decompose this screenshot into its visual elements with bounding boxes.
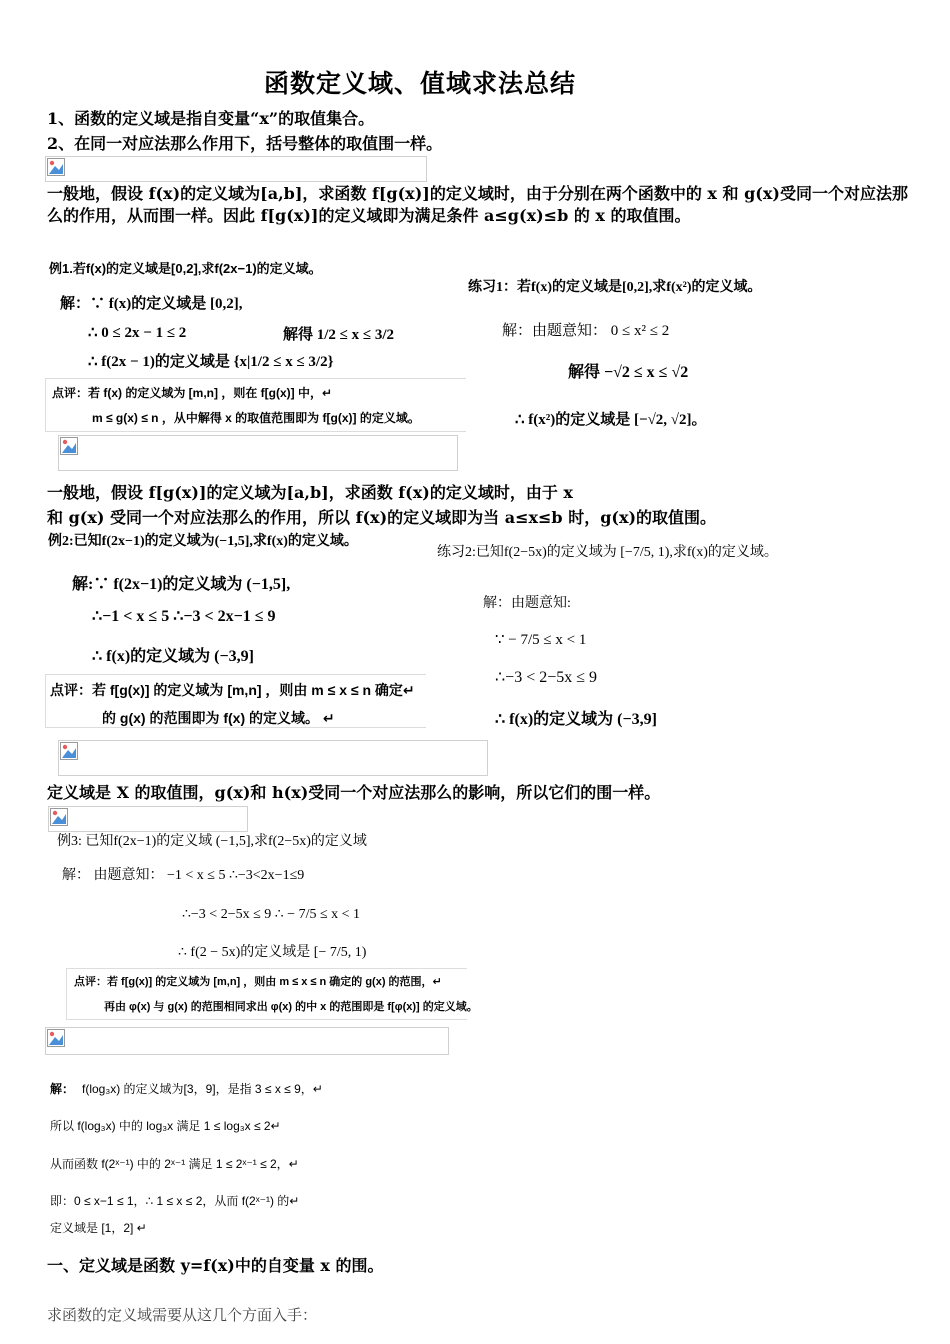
example-4-line-5: 定义域是 [1，2] ↵	[50, 1221, 147, 1235]
practice-2-step-4: ∴ f(x)的定义域为 (−3,9]	[495, 711, 657, 728]
section-1-heading: 一、定义域是函数 y=f(x)中的自变量 x 的围。	[47, 1256, 384, 1275]
example-4-line-3: 从而函数 f(2ˣ⁻¹) 中的 2ˣ⁻¹ 满足 1 ≤ 2ˣ⁻¹ ≤ 2，↵	[50, 1157, 299, 1171]
broken-image-placeholder	[45, 156, 427, 182]
intro-line-2: 2、在同一对应法那么作用下，括号整体的取值围一样。	[47, 134, 443, 153]
page-title: 函数定义域、值域求法总结	[264, 69, 577, 98]
broken-image-icon	[60, 437, 78, 455]
example-1-note-line-1: 点评：若 f(x) 的定义域为 [m,n] ，则在 f[g(x)] 中，↵	[52, 386, 333, 400]
example-3-note-line-1: 点评：若 f[g(x)] 的定义域为 [m,n] ，则由 m ≤ x ≤ n 确定的 g(x) 的范围，↵	[74, 976, 442, 988]
example-2-question: 例2:已知f(2x−1)的定义域为(−1,5],求f(x)的定义域。	[48, 534, 358, 549]
practice-1-question: 练习1：若f(x)的定义域是[0,2],求f(x²)的定义域。	[468, 280, 762, 295]
broken-image-icon	[47, 158, 65, 176]
example-3-step-1: 解： 由题意知： −1 < x ≤ 5 ∴−3<2x−1≤9	[62, 868, 305, 883]
example-2-note-line-2: 的 g(x) 的范围即为 f(x) 的定义域。 ↵	[102, 710, 335, 726]
practice-2-question: 练习2:已知f(2−5x)的定义域为 [−7/5, 1),求f(x)的定义域。	[437, 545, 778, 560]
example-4-line-4: 即：0 ≤ x−1 ≤ 1，∴ 1 ≤ x ≤ 2，从而 f(2ˣ⁻¹) 的↵	[50, 1194, 300, 1208]
practice-1-step-1: 解：由题意知： 0 ≤ x² ≤ 2	[502, 323, 670, 339]
broken-image-icon	[50, 808, 68, 826]
example-2-note-line-1: 点评：若 f[g(x)] 的定义域为 [m,n] ，则由 m ≤ x ≤ n 确定↵	[50, 682, 415, 698]
paragraph-3: 定义域是 X 的取值围，g(x)和 h(x)受同一个对应法那么的影响，所以它们的围一样。	[47, 783, 661, 802]
broken-image-placeholder	[58, 740, 488, 776]
example-3-step-2: ∴−3 < 2−5x ≤ 9 ∴ − 7/5 ≤ x < 1	[182, 907, 361, 922]
example-4-line-2: 所以 f(log₃x) 中的 log₃x 满足 1 ≤ log₃x ≤ 2↵	[50, 1119, 281, 1133]
practice-2-step-1: 解：由题意知:	[483, 596, 571, 611]
practice-2-step-3: ∴−3 < 2−5x ≤ 9	[495, 669, 598, 686]
example-4-line-1: f(log₃x) 的定义域为[3，9]，是指 3 ≤ x ≤ 9，↵	[82, 1082, 323, 1096]
broken-image-placeholder	[48, 806, 248, 832]
example-1-step-2a: ∴ 0 ≤ 2x − 1 ≤ 2	[88, 325, 187, 341]
example-2-step-3: ∴ f(x)的定义域为 (−3,9]	[92, 648, 254, 665]
section-1-subheading: 求函数的定义域需要从这几个方面入手：	[47, 1306, 318, 1324]
example-4-label: 解：	[50, 1082, 75, 1096]
example-3-step-3: ∴ f(2 − 5x)的定义域是 [− 7/5, 1)	[178, 945, 367, 960]
example-1-note-line-2: m ≤ g(x) ≤ n ，从中解得 x 的取值范围即为 f[g(x)] 的定义域。	[92, 411, 420, 425]
example-2-step-1: 解:∵ f(2x−1)的定义域为 (−1,5],	[72, 576, 291, 593]
example-1-step-2b: 解得 1/2 ≤ x ≤ 3/2	[283, 327, 395, 343]
broken-image-placeholder	[58, 435, 458, 471]
paragraph-2-line-1: 一般地，假设 f[g(x)]的定义域为[a,b]，求函数 f(x)的定义域时，由于 x	[47, 483, 573, 502]
example-1-step-1: 解：∵ f(x)的定义域是 [0,2],	[60, 296, 243, 312]
example-2-step-2: ∴−1 < x ≤ 5 ∴−3 < 2x−1 ≤ 9	[92, 608, 276, 625]
example-1-step-3: ∴ f(2x − 1)的定义域是 {x|1/2 ≤ x ≤ 3/2}	[88, 354, 334, 370]
example-3-note-line-2: 再由 φ(x) 与 g(x) 的范围相同求出 φ(x) 的中 x 的范围即是 f[φ(x)] 的定义域。	[104, 1001, 478, 1013]
example-3-question: 例3: 已知f(2x−1)的定义域 (−1,5],求f(2−5x)的定义域	[57, 834, 367, 849]
broken-image-icon	[60, 742, 78, 760]
practice-1-step-3: ∴ f(x²)的定义域是 [−√2, √2]。	[515, 412, 707, 428]
paragraph-1: 一般地，假设 f(x)的定义域为[a,b]，求函数 f[g(x)]的定义域时，由于分别在两个函数中的 x 和 g(x)受同一个对应法那么的作用，从而围一样。因此 f[g(x)]的定义域即为满足条件 a≤g(x)≤b 的 x 的取值围。	[47, 184, 908, 225]
broken-image-placeholder	[45, 1027, 449, 1055]
paragraph-2-line-2: 和 g(x) 受同一个对应法那么的作用，所以 f(x)的定义域即为当 a≤x≤b 时，g(x)的取值围。	[47, 508, 717, 527]
intro-line-1: 1、函数的定义域是指自变量“x”的取值集合。	[47, 109, 375, 128]
broken-image-icon	[47, 1029, 65, 1047]
example-1-question: 例1.若f(x)的定义域是[0,2],求f(2x−1)的定义域。	[49, 261, 322, 276]
practice-1-step-2: 解得 −√2 ≤ x ≤ √2	[568, 364, 689, 381]
practice-2-step-2: ∵ − 7/5 ≤ x < 1	[495, 632, 587, 648]
